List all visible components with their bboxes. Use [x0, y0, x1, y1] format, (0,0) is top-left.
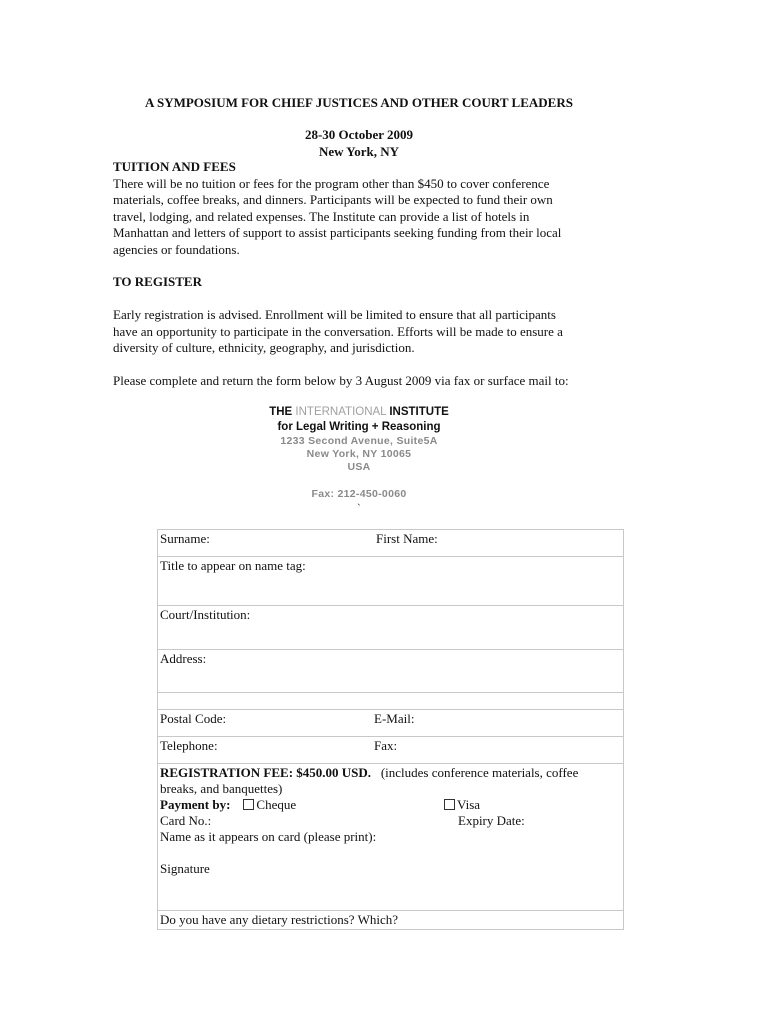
card-line [160, 813, 621, 829]
court-label: Court/Institution: [160, 607, 251, 622]
institute-subtitle: for Legal Writing + Reasoning [277, 421, 441, 433]
register-instruction: Please complete and return the form below by 3 August 2009 via fax or surface mail to: [113, 373, 569, 388]
form-row-name-tag [158, 557, 624, 606]
payment-label: Payment by: [160, 797, 231, 812]
form-row-postal [158, 710, 624, 737]
fee-amount: : $450.00 USD. [288, 765, 372, 780]
telephone-field[interactable] [158, 737, 624, 764]
event-dates: 28-30 October 2009 [304, 127, 414, 142]
institute-fax: Fax: 212-450-0060 [311, 488, 407, 500]
form-row-telephone [158, 737, 624, 764]
register-heading: TO REGISTER [113, 274, 202, 289]
register-line: Early registration is advised. Enrollment will be limited to ensure that all participants [113, 307, 556, 322]
institute-institute: INSTITUTE [389, 406, 449, 418]
form-row-dietary [158, 911, 624, 930]
payment-line [160, 797, 621, 813]
institute-country: USA [347, 461, 371, 473]
signature-label: Signature [160, 861, 210, 876]
tuition-line: Manhattan and letters of support to assist participants seeking funding from their local [113, 225, 562, 240]
tuition-line: agencies or foundations. [113, 241, 240, 257]
tuition-line: materials, coffee breaks, and dinners. Participants will be expected to fund their own [113, 192, 553, 207]
fee-note-continued: breaks, and banquettes) [160, 781, 283, 796]
visa-checkbox[interactable] [444, 799, 455, 810]
register-line: diversity of culture, ethnicity, geography, and jurisdiction. [113, 340, 415, 355]
institute-the: THE [269, 406, 293, 418]
visa-option [444, 797, 480, 813]
payment-section [158, 764, 624, 911]
institute-international: INTERNATIONAL [295, 406, 387, 418]
address-field-2[interactable] [158, 693, 624, 710]
registration-form [157, 529, 624, 930]
page-title: A SYMPOSIUM FOR CHIEF JUSTICES AND OTHER COURT LEADERS [145, 95, 573, 110]
surname-field[interactable] [158, 530, 624, 557]
address-label: Address: [160, 651, 207, 666]
institute-block [0, 405, 718, 516]
tuition-line: travel, lodging, and related expenses. The Institute can provide a list of hotels in [113, 208, 530, 224]
address-field[interactable] [158, 650, 624, 693]
tuition-section [113, 159, 633, 258]
first-name-label: First Name: [376, 531, 438, 546]
event-date-location [0, 127, 718, 160]
register-line: have an opportunity to participate in the conversation. Efforts will be made to ensure a [113, 323, 563, 339]
surname-label: Surname: [160, 531, 210, 546]
postal-code-label: Postal Code: [160, 711, 227, 726]
fee-label: REGISTRATION FEE [160, 765, 289, 780]
institute-name [0, 405, 718, 420]
tuition-line: There will be no tuition or fees for the program other than $450 to cover conference [113, 175, 550, 191]
institute-address-line1: 1233 Second Avenue, Suite5A [280, 435, 438, 447]
postal-code-field[interactable] [158, 710, 624, 737]
cheque-checkbox[interactable] [243, 799, 254, 810]
court-field[interactable] [158, 606, 624, 650]
email-label: E-Mail: [374, 711, 415, 726]
form-row-address-2 [158, 693, 624, 710]
stray-mark: ` [357, 503, 361, 515]
dietary-label: Do you have any dietary restrictions? Which? [160, 912, 399, 927]
institute-address-line2: New York, NY 10065 [306, 448, 412, 460]
fee-line [160, 765, 621, 781]
form-row-court [158, 606, 624, 650]
fee-note: (includes conference materials, coffee [380, 765, 579, 780]
name-tag-field[interactable] [158, 557, 624, 606]
expiry-date-label: Expiry Date: [458, 813, 525, 828]
name-tag-label: Title to appear on name tag: [160, 558, 306, 573]
dietary-field[interactable] [158, 911, 624, 930]
form-row-names [158, 530, 624, 557]
visa-label: Visa [457, 797, 481, 812]
register-text [113, 307, 633, 357]
tuition-heading: TUITION AND FEES [113, 159, 236, 174]
telephone-label: Telephone: [160, 738, 218, 753]
name-on-card-label: Name as it appears on card (please print): [160, 829, 377, 844]
fax-label: Fax: [374, 738, 398, 753]
cheque-label: Cheque [256, 797, 297, 812]
form-row-address [158, 650, 624, 693]
event-location: New York, NY [318, 143, 400, 159]
form-row-payment [158, 764, 624, 911]
card-number-label: Card No.: [160, 813, 212, 828]
